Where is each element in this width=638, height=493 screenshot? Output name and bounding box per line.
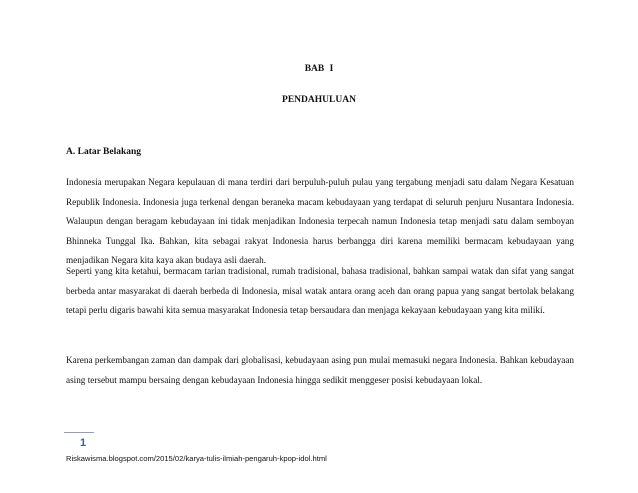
paragraph-2: Seperti yang kita ketahui, bermacam tarian tradisional, rumah tradisional, bahasa tradisional, bahkan sampai watak dan sifat yang sangat berbeda antar masyarakat di daerah berbeda di Indonesia, misal watak antara orang aceh dan orang papua yang sangat bertolak belakang tetapi perlu digaris bawahi kita semua masyarakat Indonesia tetap bersaudara dan menjaga kekayaan kebudayaan yang kita miliki. [66,266,574,316]
footer-divider [64,432,94,433]
page-number: 1 [80,437,87,449]
footer-source-url[interactable]: Riskawisma.blogspot.com/2015/02/karya-tulis-ilmiah-pengaruh-kpop-idol.html [66,454,327,463]
chapter-number: BAB I [304,64,334,74]
paragraph-3: Karena perkembangan zaman dan dampak dari globalisasi, kebudayaan asing pun mulai memasuki negara Indonesia. Bahkan kebudayaan asing tersebut mampu bersaing dengan kebudayaan Indonesia hingga sedikit menggeser posisi kebudayaan lokal. [66,355,574,385]
section-heading: A. Latar Belakang [66,147,142,157]
chapter-title: PENDAHULUAN [282,95,356,105]
paragraph-1: Indonesia merupakan Negara kepulauan di mana terdiri dari berpuluh-puluh pulau yang tergabung menjadi satu dalam Negara Kesatuan Republik Indonesia. Indonesia juga terkenal dengan beraneka macam kebudayaan yang terdapat di seluruh penjuru Nusantara Indonesia. Walaupun dengan beragam kebudayaan ini tidak menjadikan Indonesia terpecah namun Indonesia tetap menjadi satu dalam semboyan Bhinneka Tunggal Ika. Bahkan, kita sebagai rakyat Indonesia harus berbangga diri karena memiliki bermacam kebudayaan yang menjadikan Negara kita kaya akan budaya asli daerah. [66,177,574,266]
